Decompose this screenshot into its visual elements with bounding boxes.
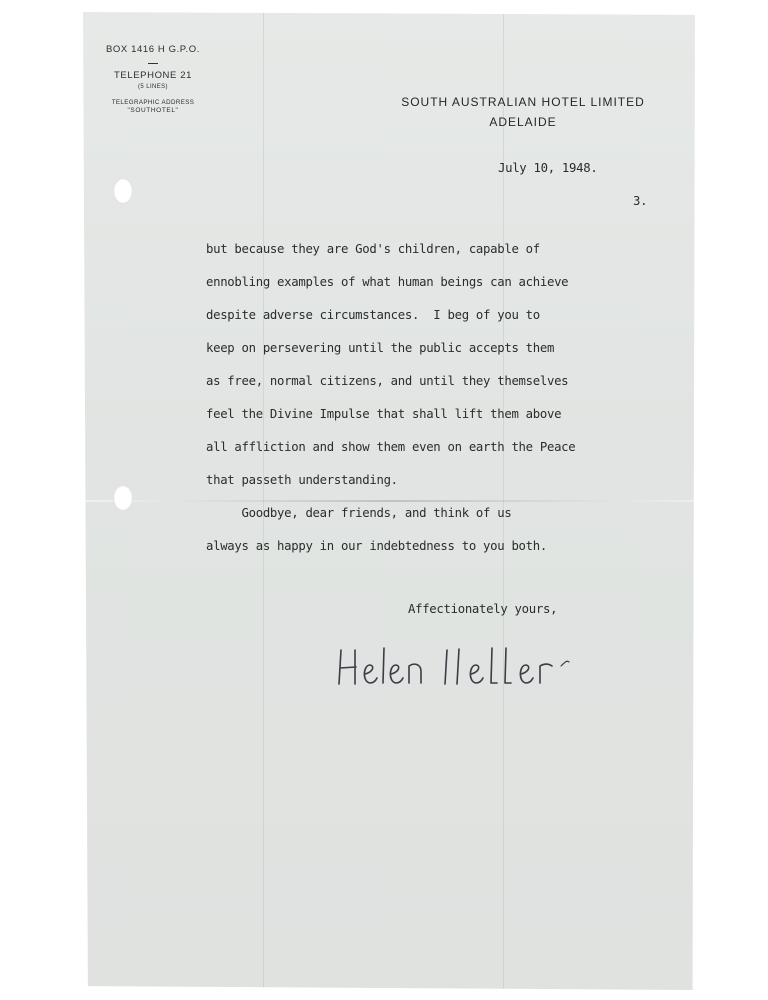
body-line: as free, normal citizens, and until they themselves	[206, 374, 569, 388]
fold-line	[83, 500, 695, 502]
page-number: 3.	[633, 194, 648, 208]
letterhead-contact	[98, 44, 208, 114]
body-line: always as happy in our indebtedness to you both.	[206, 539, 547, 553]
po-box: BOX 1416 H G.P.O.	[106, 44, 200, 55]
company-name: SOUTH AUSTRALIAN HOTEL LIMITED	[401, 95, 645, 109]
divider	[148, 63, 158, 64]
body-line: all affliction and show them even on earth the Peace	[206, 440, 576, 454]
crease-line	[263, 12, 264, 990]
body-line: keep on persevering until the public accepts them	[206, 341, 555, 355]
body-line: but because they are God's children, capable of	[206, 242, 540, 256]
punch-hole	[113, 485, 133, 511]
letterhead-company	[392, 92, 654, 132]
closing: Affectionately yours,	[408, 602, 558, 616]
crease-line	[503, 12, 504, 990]
telegraphic-address: "SOUTHOTEL"	[127, 107, 179, 114]
body-line: Goodbye, dear friends, and think of us	[206, 506, 512, 520]
telephone-lines: (5 LINES)	[138, 84, 168, 90]
body-line: feel the Divine Impulse that shall lift them above	[206, 407, 562, 421]
body-line: despite adverse circumstances. I beg of you to	[206, 308, 540, 322]
letter-date: July 10, 1948.	[498, 161, 598, 175]
letter-sheet	[83, 12, 695, 990]
company-city: ADELAIDE	[489, 115, 557, 129]
body-line: ennobling examples of what human beings can achieve	[206, 275, 569, 289]
body-line: that passeth understanding.	[206, 473, 398, 487]
signature	[335, 638, 615, 698]
punch-hole	[113, 178, 133, 204]
telegraphic-label: TELEGRAPHIC ADDRESS	[111, 99, 195, 106]
telephone: TELEPHONE 21	[114, 70, 192, 81]
